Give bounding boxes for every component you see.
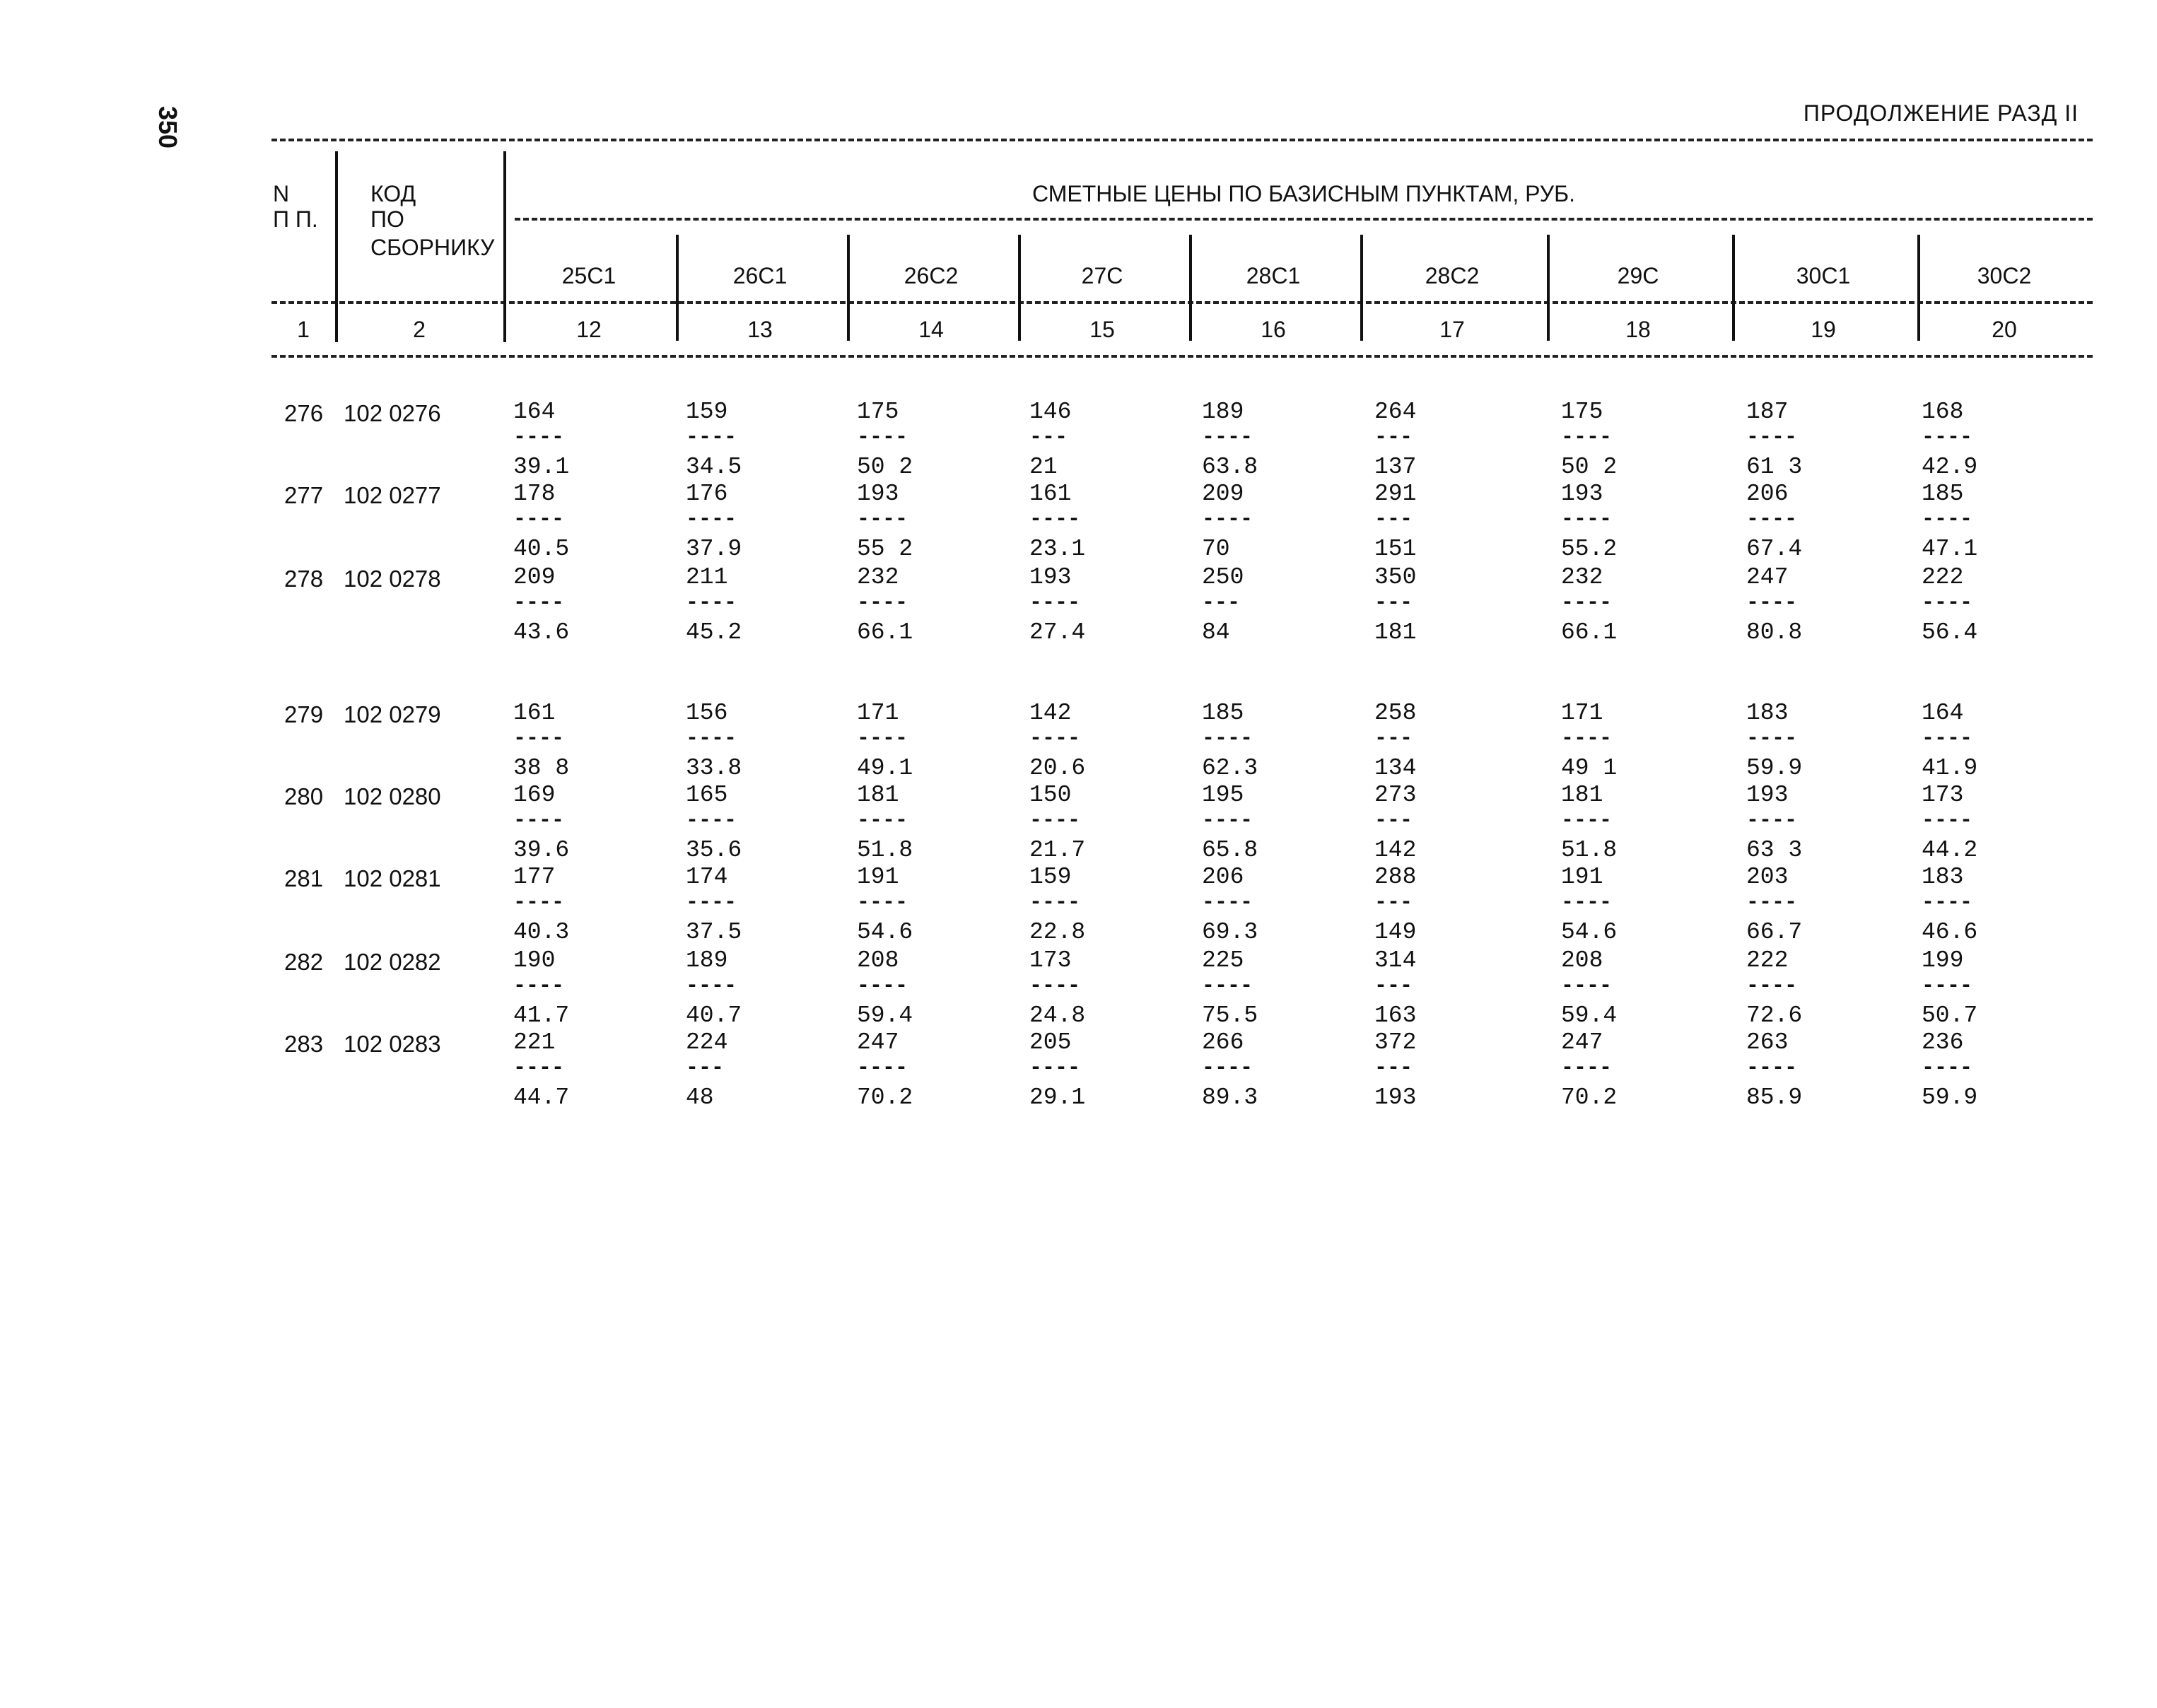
price-value-lower: 54.6 xyxy=(1561,919,1618,945)
price-value: 178 xyxy=(513,481,556,507)
row-code: 102 0279 xyxy=(344,701,441,727)
row-code: 102 0283 xyxy=(344,1031,441,1057)
price-value-lower: 42.9 xyxy=(1922,454,1978,480)
price-value: 190 xyxy=(513,947,556,973)
price-value: 225 xyxy=(1202,947,1244,973)
fraction-bar: ---- xyxy=(513,809,565,833)
price-value: 224 xyxy=(686,1029,728,1055)
column-header: 30С2 xyxy=(1977,263,2032,288)
column-header: 28С2 xyxy=(1425,263,1480,288)
column-header: 29С xyxy=(1617,263,1659,288)
fraction-bar: --- xyxy=(1202,591,1241,615)
fraction-bar: ---- xyxy=(513,727,565,751)
price-value: 193 xyxy=(1561,481,1603,507)
fraction-bar: --- xyxy=(1374,727,1413,751)
price-value-lower: 37.5 xyxy=(686,919,742,945)
price-value: 161 xyxy=(1029,481,1072,507)
fraction-bar: ---- xyxy=(686,591,737,615)
price-value: 181 xyxy=(857,782,899,808)
price-value: 181 xyxy=(1561,782,1603,808)
fraction-bar: --- xyxy=(1374,508,1413,532)
price-value-lower: 151 xyxy=(1374,536,1417,562)
fraction-bar: ---- xyxy=(1561,1056,1613,1080)
price-value-lower: 38 8 xyxy=(513,755,570,781)
header-rule xyxy=(271,301,2093,304)
price-value: 175 xyxy=(857,399,899,425)
price-value: 193 xyxy=(1746,782,1789,808)
price-value-lower: 51.8 xyxy=(1561,837,1618,863)
price-value-lower: 85.9 xyxy=(1746,1084,1803,1111)
price-value: 164 xyxy=(1922,700,1964,726)
fraction-bar: ---- xyxy=(1029,974,1081,998)
price-value-lower: 54.6 xyxy=(857,919,913,945)
price-value-lower: 40.3 xyxy=(513,919,570,945)
fraction-bar: ---- xyxy=(686,809,737,833)
price-value-lower: 70.2 xyxy=(857,1084,913,1111)
price-value: 205 xyxy=(1029,1029,1072,1055)
price-value: 350 xyxy=(1374,564,1417,590)
row-code: 102 0276 xyxy=(344,400,441,426)
price-value-lower: 61 3 xyxy=(1746,454,1803,480)
price-value: 208 xyxy=(857,947,899,973)
price-value-lower: 41.7 xyxy=(513,1002,570,1029)
column-number: 1 xyxy=(297,317,310,342)
column-header: 26С2 xyxy=(904,263,959,288)
fraction-bar: ---- xyxy=(1922,591,1973,615)
row-code: 102 0277 xyxy=(344,482,441,508)
price-value-lower: 20.6 xyxy=(1029,755,1086,781)
fraction-bar: ---- xyxy=(1922,426,1973,450)
price-value: 146 xyxy=(1029,399,1072,425)
price-value: 211 xyxy=(686,564,728,590)
price-value: 314 xyxy=(1374,947,1417,973)
price-value-lower: 33.8 xyxy=(686,755,742,781)
price-value: 221 xyxy=(513,1029,556,1055)
price-value: 191 xyxy=(1561,864,1603,890)
price-value: 175 xyxy=(1561,399,1603,425)
pp-label: П П. xyxy=(273,206,318,232)
price-value: 288 xyxy=(1374,864,1417,890)
price-value: 165 xyxy=(686,782,728,808)
fraction-bar: ---- xyxy=(1746,727,1798,751)
fraction-bar: ---- xyxy=(857,1056,908,1080)
price-value: 266 xyxy=(1202,1029,1244,1055)
fraction-bar: ---- xyxy=(1561,508,1613,532)
price-value-lower: 44.2 xyxy=(1922,837,1978,863)
fraction-bar: ---- xyxy=(686,426,737,450)
price-value-lower: 55.2 xyxy=(1561,536,1618,562)
fraction-bar: ---- xyxy=(857,508,908,532)
fraction-bar: ---- xyxy=(1922,727,1973,751)
fraction-bar: ---- xyxy=(1746,974,1798,998)
price-value-lower: 44.7 xyxy=(513,1084,570,1111)
price-value-lower: 72.6 xyxy=(1746,1002,1803,1029)
price-value-lower: 70.2 xyxy=(1561,1084,1618,1111)
price-value-lower: 21.7 xyxy=(1029,837,1086,863)
fraction-bar: --- xyxy=(1374,891,1413,915)
column-number: 17 xyxy=(1439,317,1465,342)
price-value-lower: 49.1 xyxy=(857,755,913,781)
price-value: 189 xyxy=(1202,399,1244,425)
price-value-lower: 27.4 xyxy=(1029,619,1086,645)
fraction-bar: ---- xyxy=(1746,508,1798,532)
price-value-lower: 63 3 xyxy=(1746,837,1803,863)
fraction-bar: ---- xyxy=(1561,974,1613,998)
price-value-lower: 181 xyxy=(1374,619,1417,645)
price-value: 232 xyxy=(857,564,899,590)
fraction-bar: ---- xyxy=(1029,727,1081,751)
price-value-lower: 24.8 xyxy=(1029,1002,1086,1029)
price-value: 199 xyxy=(1922,947,1964,973)
price-value-lower: 47.1 xyxy=(1922,536,1978,562)
fraction-bar: ---- xyxy=(1746,891,1798,915)
fraction-bar: ---- xyxy=(1561,727,1613,751)
column-number: 12 xyxy=(576,317,602,342)
price-value: 189 xyxy=(686,947,728,973)
fraction-bar: ---- xyxy=(513,508,565,532)
price-value-lower: 69.3 xyxy=(1202,919,1258,945)
column-header: 30С1 xyxy=(1796,263,1851,288)
price-value-lower: 66.1 xyxy=(1561,619,1618,645)
price-value-lower: 193 xyxy=(1374,1084,1417,1111)
fraction-bar: ---- xyxy=(1029,591,1081,615)
price-value-lower: 49 1 xyxy=(1561,755,1618,781)
fraction-bar: ---- xyxy=(1922,508,1973,532)
price-value: 372 xyxy=(1374,1029,1417,1055)
fraction-bar: ---- xyxy=(1746,1056,1798,1080)
price-value: 171 xyxy=(1561,700,1603,726)
price-value-lower: 59.4 xyxy=(1561,1002,1618,1029)
price-value: 247 xyxy=(1561,1029,1603,1055)
fraction-bar: ---- xyxy=(857,891,908,915)
price-value: 273 xyxy=(1374,782,1417,808)
price-value: 176 xyxy=(686,481,728,507)
column-number: 15 xyxy=(1089,317,1115,342)
price-value: 174 xyxy=(686,864,728,890)
fraction-bar: ---- xyxy=(857,591,908,615)
row-number: 280 xyxy=(284,783,324,809)
code-label-3: СБОРНИКУ xyxy=(370,235,495,260)
code-label: КОД xyxy=(370,181,416,206)
price-value: 185 xyxy=(1922,481,1964,507)
price-value-lower: 134 xyxy=(1374,755,1417,781)
price-value: 185 xyxy=(1202,700,1244,726)
price-value: 250 xyxy=(1202,564,1244,590)
column-number: 2 xyxy=(413,317,426,342)
fraction-bar: ---- xyxy=(686,508,737,532)
price-value-lower: 62.3 xyxy=(1202,755,1258,781)
n-label: N xyxy=(273,181,290,206)
column-number: 16 xyxy=(1261,317,1286,342)
price-value: 159 xyxy=(1029,864,1072,890)
code-label-2: ПО xyxy=(370,206,404,232)
top-rule xyxy=(271,139,2093,141)
price-value: 247 xyxy=(1746,564,1789,590)
price-value: 183 xyxy=(1746,700,1789,726)
price-value-lower: 137 xyxy=(1374,454,1417,480)
fraction-bar: ---- xyxy=(1561,891,1613,915)
price-value: 195 xyxy=(1202,782,1244,808)
fraction-bar: --- xyxy=(686,1056,725,1080)
column-number: 14 xyxy=(918,317,944,342)
price-value: 264 xyxy=(1374,399,1417,425)
fraction-bar: ---- xyxy=(1202,1056,1253,1080)
price-value: 164 xyxy=(513,399,556,425)
page-number: 350 xyxy=(153,106,182,149)
price-value: 258 xyxy=(1374,700,1417,726)
row-number: 279 xyxy=(284,701,324,727)
prices-title: СМЕТНЫЕ ЦЕНЫ ПО БАЗИСНЫМ ПУНКТАМ, РУБ. xyxy=(1032,181,1575,206)
price-value-lower: 75.5 xyxy=(1202,1002,1258,1029)
fraction-bar: ---- xyxy=(1029,891,1081,915)
fraction-bar: ---- xyxy=(1561,809,1613,833)
price-value-lower: 22.8 xyxy=(1029,919,1086,945)
price-value: 263 xyxy=(1746,1029,1789,1055)
price-value: 156 xyxy=(686,700,728,726)
price-value: 173 xyxy=(1029,947,1072,973)
price-value-lower: 66.7 xyxy=(1746,919,1803,945)
price-value-lower: 84 xyxy=(1202,619,1230,645)
fraction-bar: ---- xyxy=(1202,426,1253,450)
price-value: 142 xyxy=(1029,700,1072,726)
price-value-lower: 142 xyxy=(1374,837,1417,863)
price-value-lower: 50.7 xyxy=(1922,1002,1978,1029)
fraction-bar: ---- xyxy=(1746,809,1798,833)
fraction-bar: ---- xyxy=(1029,1056,1081,1080)
price-value-lower: 89.3 xyxy=(1202,1084,1258,1111)
price-value: 222 xyxy=(1922,564,1964,590)
fraction-bar: ---- xyxy=(686,974,737,998)
fraction-bar: ---- xyxy=(1746,591,1798,615)
price-value: 222 xyxy=(1746,947,1789,973)
price-value-lower: 50 2 xyxy=(1561,454,1618,480)
price-value-lower: 29.1 xyxy=(1029,1084,1086,1111)
fraction-bar: --- xyxy=(1374,974,1413,998)
column-number: 19 xyxy=(1811,317,1836,342)
column-number: 18 xyxy=(1625,317,1651,342)
fraction-bar: ---- xyxy=(1202,891,1253,915)
fraction-bar: ---- xyxy=(857,426,908,450)
price-value-lower: 46.6 xyxy=(1922,919,1978,945)
price-value-lower: 70 xyxy=(1202,536,1230,562)
price-value: 161 xyxy=(513,700,556,726)
fraction-bar: ---- xyxy=(1561,591,1613,615)
column-header: 25С1 xyxy=(561,263,616,288)
fraction-bar: ---- xyxy=(857,809,908,833)
price-value: 209 xyxy=(513,564,556,590)
fraction-bar: ---- xyxy=(1922,1056,1973,1080)
fraction-bar: ---- xyxy=(513,891,565,915)
row-code: 102 0282 xyxy=(344,949,441,975)
prices-rule xyxy=(515,218,2093,221)
row-number: 277 xyxy=(284,482,324,508)
price-value-lower: 35.6 xyxy=(686,837,742,863)
price-value: 291 xyxy=(1374,481,1417,507)
fraction-bar: --- xyxy=(1374,591,1413,615)
price-value: 236 xyxy=(1922,1029,1964,1055)
fraction-bar: ---- xyxy=(513,974,565,998)
price-value-lower: 66.1 xyxy=(857,619,913,645)
fraction-bar: ---- xyxy=(1202,727,1253,751)
fraction-bar: ---- xyxy=(513,426,565,450)
fraction-bar: --- xyxy=(1374,426,1413,450)
price-value-lower: 65.8 xyxy=(1202,837,1258,863)
price-value-lower: 59.9 xyxy=(1922,1084,1978,1111)
row-number: 276 xyxy=(284,400,324,426)
fraction-bar: ---- xyxy=(1202,809,1253,833)
fraction-bar: ---- xyxy=(513,1056,565,1080)
row-code: 102 0278 xyxy=(344,566,441,592)
price-value: 171 xyxy=(857,700,899,726)
continuation-label: ПРОДОЛЖЕНИЕ РАЗД II xyxy=(1803,100,2079,126)
price-value-lower: 63.8 xyxy=(1202,454,1258,480)
price-value: 177 xyxy=(513,864,556,890)
price-value: 209 xyxy=(1202,481,1244,507)
row-code: 102 0281 xyxy=(344,865,441,891)
price-value: 232 xyxy=(1561,564,1603,590)
fraction-bar: --- xyxy=(1374,1056,1413,1080)
colnum-rule xyxy=(271,355,2093,358)
fraction-bar: ---- xyxy=(513,591,565,615)
price-value: 193 xyxy=(1029,564,1072,590)
price-value: 191 xyxy=(857,864,899,890)
price-value: 187 xyxy=(1746,399,1789,425)
price-value: 208 xyxy=(1561,947,1603,973)
price-value: 206 xyxy=(1202,864,1244,890)
price-value-lower: 21 xyxy=(1029,454,1058,480)
fraction-bar: ---- xyxy=(1922,891,1973,915)
fraction-bar: ---- xyxy=(857,727,908,751)
fraction-bar: ---- xyxy=(1202,508,1253,532)
price-value-lower: 34.5 xyxy=(686,454,742,480)
fraction-bar: ---- xyxy=(1922,974,1973,998)
row-code: 102 0280 xyxy=(344,783,441,809)
fraction-bar: ---- xyxy=(1746,426,1798,450)
fraction-bar: ---- xyxy=(857,974,908,998)
price-value: 150 xyxy=(1029,782,1072,808)
row-number: 278 xyxy=(284,566,324,592)
price-value-lower: 50 2 xyxy=(857,454,913,480)
row-number: 282 xyxy=(284,949,324,975)
divider-n xyxy=(335,151,338,342)
column-number: 13 xyxy=(747,317,773,342)
column-header: 28С1 xyxy=(1246,263,1301,288)
price-value-lower: 59.4 xyxy=(857,1002,913,1029)
price-value-lower: 48 xyxy=(686,1084,714,1111)
price-value-lower: 163 xyxy=(1374,1002,1417,1029)
column-number: 20 xyxy=(1992,317,2017,342)
row-number: 281 xyxy=(284,865,324,891)
fraction-bar: ---- xyxy=(1202,974,1253,998)
fraction-bar: ---- xyxy=(1561,426,1613,450)
fraction-bar: --- xyxy=(1029,426,1068,450)
price-value: 169 xyxy=(513,782,556,808)
fraction-bar: ---- xyxy=(1922,809,1973,833)
fraction-bar: --- xyxy=(1374,809,1413,833)
price-value-lower: 40.7 xyxy=(686,1002,742,1029)
price-value: 183 xyxy=(1922,864,1964,890)
price-value-lower: 59.9 xyxy=(1746,755,1803,781)
price-value: 159 xyxy=(686,399,728,425)
column-header: 26С1 xyxy=(732,263,788,288)
price-value: 206 xyxy=(1746,481,1789,507)
price-value-lower: 39.6 xyxy=(513,837,570,863)
price-value-lower: 56.4 xyxy=(1922,619,1978,645)
price-value: 203 xyxy=(1746,864,1789,890)
price-value-lower: 45.2 xyxy=(686,619,742,645)
price-value: 193 xyxy=(857,481,899,507)
price-value-lower: 23.1 xyxy=(1029,536,1086,562)
price-value-lower: 67.4 xyxy=(1746,536,1803,562)
price-value: 173 xyxy=(1922,782,1964,808)
fraction-bar: ---- xyxy=(1029,508,1081,532)
fraction-bar: ---- xyxy=(686,727,737,751)
price-value-lower: 43.6 xyxy=(513,619,570,645)
price-value-lower: 149 xyxy=(1374,919,1417,945)
fraction-bar: ---- xyxy=(686,891,737,915)
price-value-lower: 55 2 xyxy=(857,536,913,562)
price-value-lower: 39.1 xyxy=(513,454,570,480)
price-value-lower: 41.9 xyxy=(1922,755,1978,781)
row-number: 283 xyxy=(284,1031,324,1057)
price-value-lower: 80.8 xyxy=(1746,619,1803,645)
price-value: 168 xyxy=(1922,399,1964,425)
fraction-bar: ---- xyxy=(1029,809,1081,833)
divider-code xyxy=(503,151,506,342)
price-value-lower: 51.8 xyxy=(857,837,913,863)
price-value-lower: 37.9 xyxy=(686,536,742,562)
column-header: 27С xyxy=(1081,263,1123,288)
price-value-lower: 40.5 xyxy=(513,536,570,562)
price-value: 247 xyxy=(857,1029,899,1055)
